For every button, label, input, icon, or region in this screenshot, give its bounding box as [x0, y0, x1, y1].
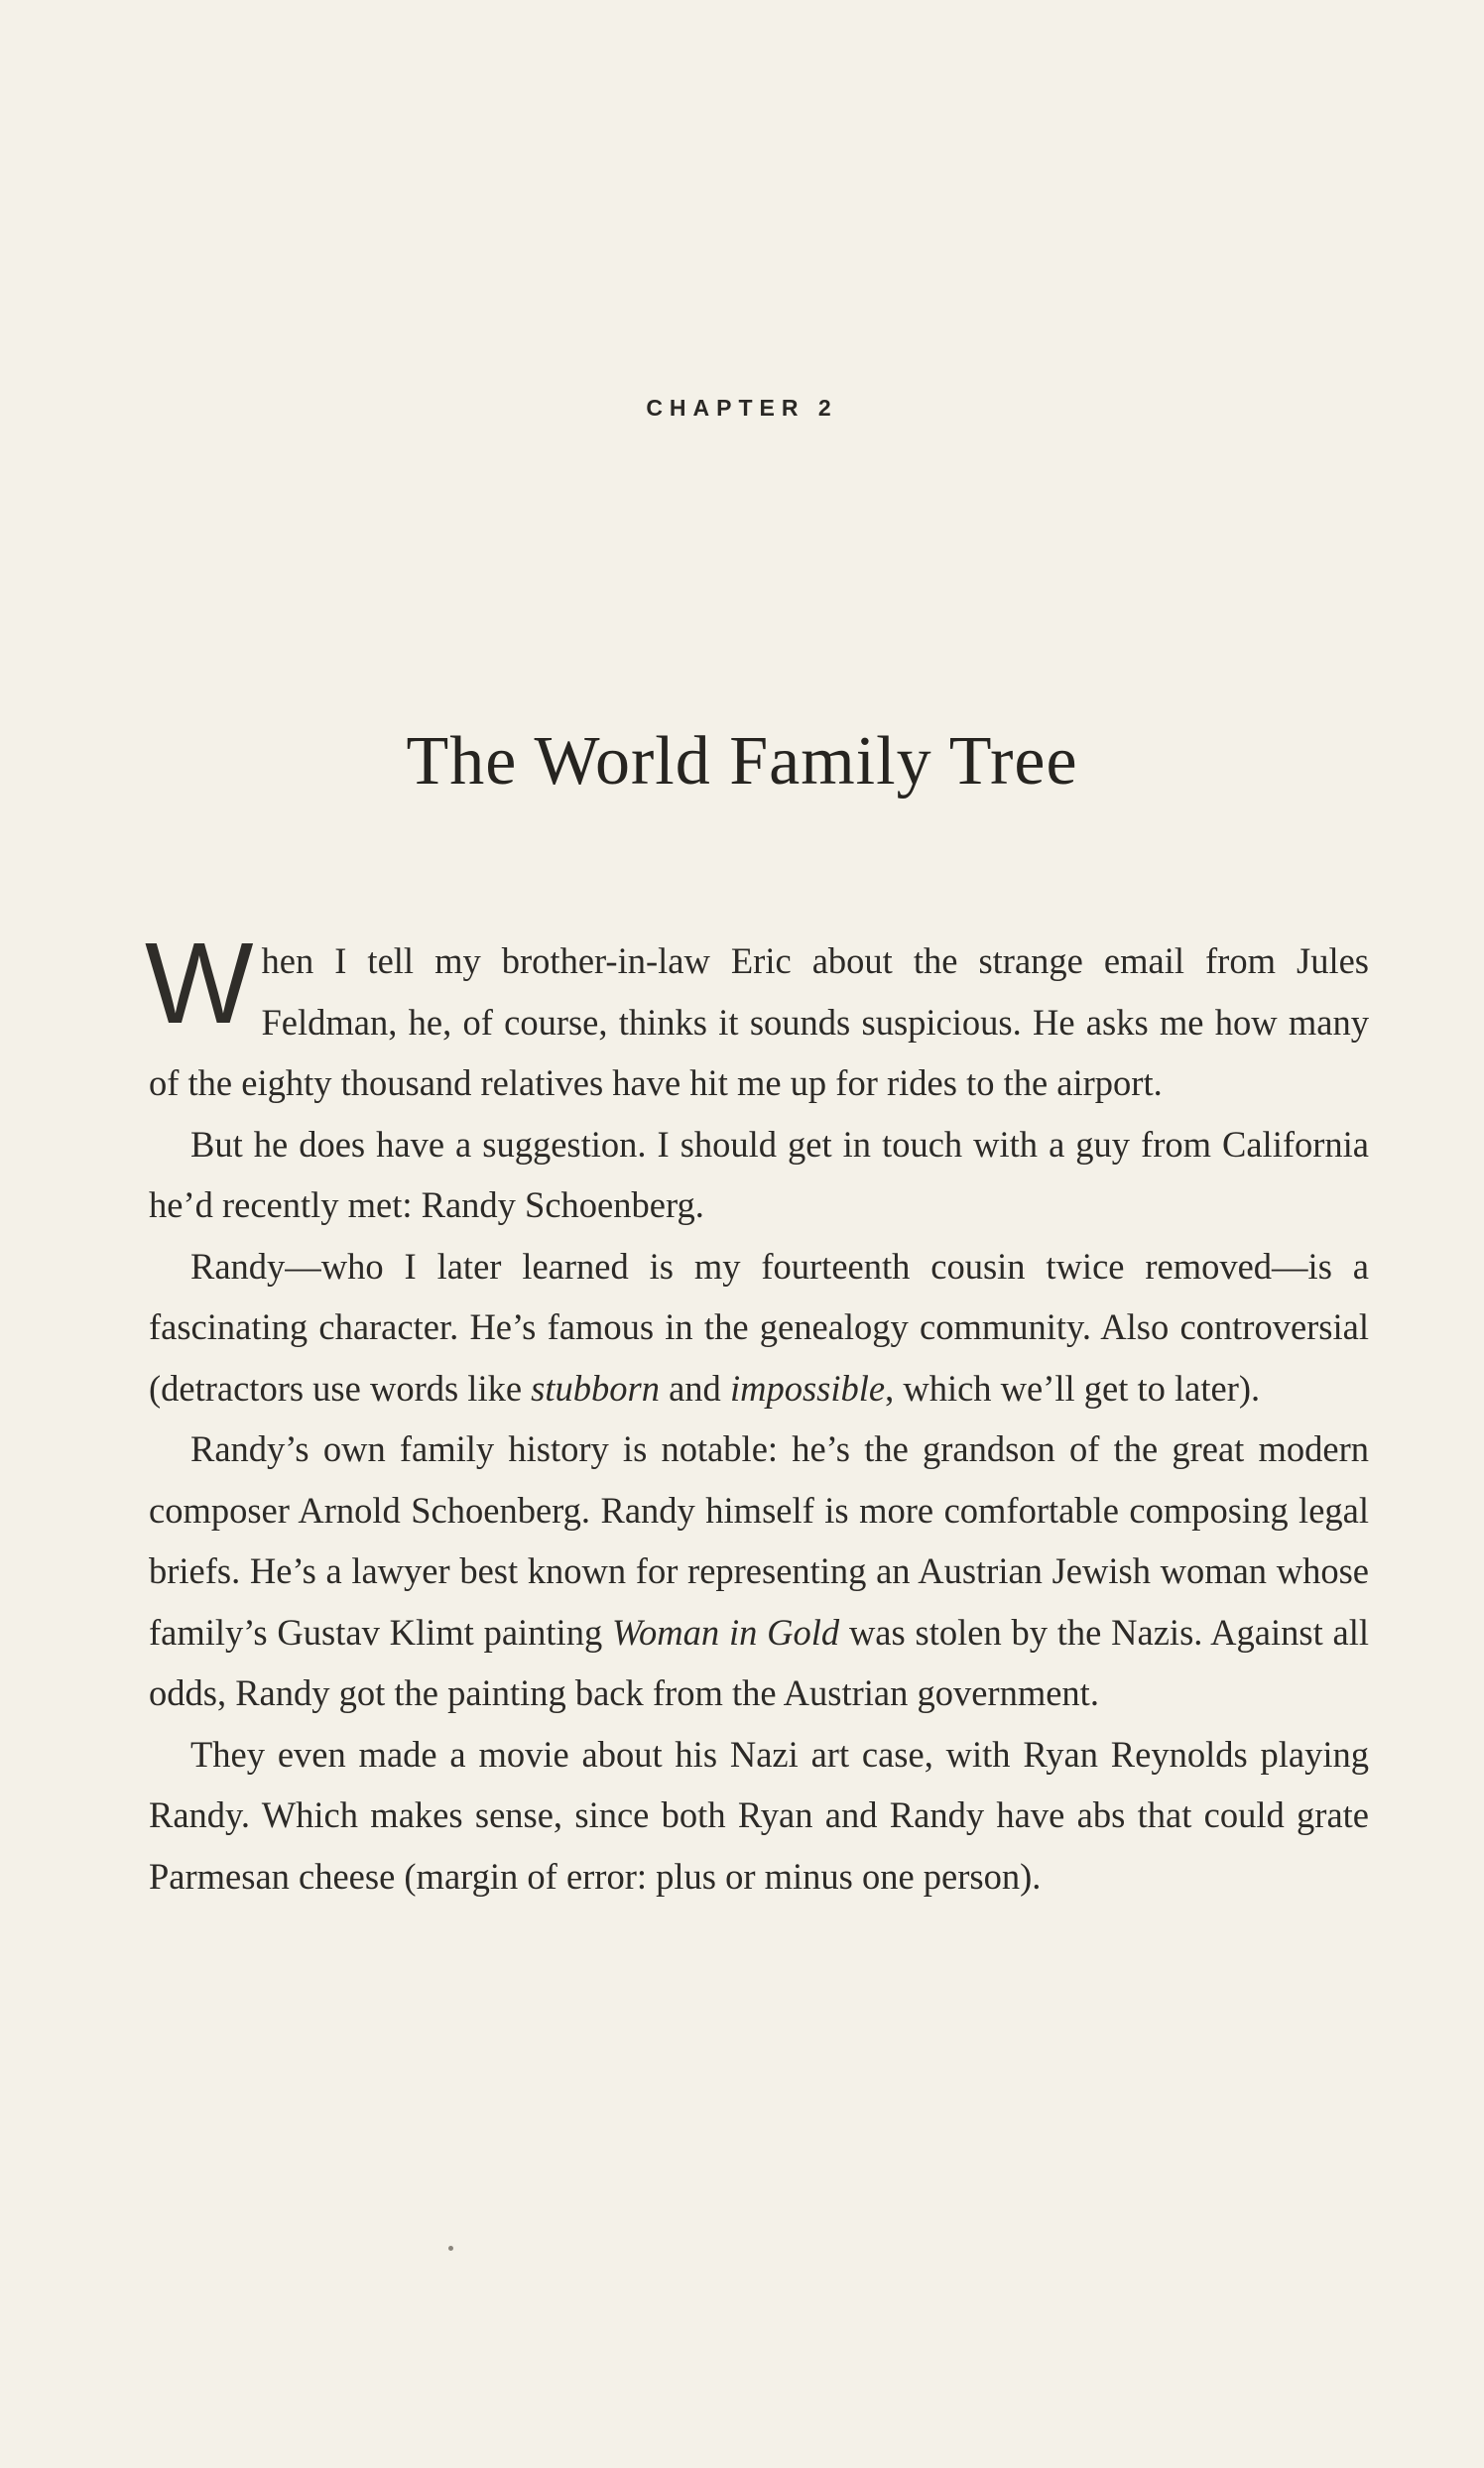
paragraph-5: They even made a movie about his Nazi art case, with Ryan Reynolds playing Randy. Which makes sense, since both Ryan and Randy have abs that could grate Parmesan cheese (margin of error: plus or minus one person). — [149, 1733, 1369, 1897]
chapter-body — [145, 919, 1369, 1907]
chapter-label: CHAPTER 2 — [646, 395, 838, 421]
paragraph-3-text-b: and — [659, 1367, 730, 1409]
paragraph-4-text-a: Randy’s own family history is notable: he’s the grandson of the great modern composer Arnold Schoenberg. Randy himself is more comfortable composing legal briefs. He’s a lawyer best known for representing an Austrian Jewish woman whose family’s Gustav Klimt painting — [149, 1428, 1369, 1653]
paragraph-3-text-c: , which we’ll get to later). — [885, 1367, 1261, 1409]
paragraph-1-text: hen I tell my brother-in-law Eric about the strange email from Jules Feldman, he, of course, thinks it sounds suspicious. He asks me how many of the eighty thousand relatives have hit me up for rides to the airport. — [149, 940, 1369, 1103]
paragraph-4 — [149, 1419, 1369, 1724]
italic-title-woman-in-gold: Woman in Gold — [612, 1611, 840, 1653]
drop-cap: W — [145, 919, 254, 1048]
italic-word-impossible: impossible — [729, 1367, 886, 1409]
paragraph-4-text-b: was stolen by the Nazis. Against all odds, Randy got the painting back from the Austrian government. — [149, 1611, 1369, 1713]
chapter-title: The World Family Tree — [406, 723, 1078, 800]
paragraph-1 — [145, 919, 1369, 1114]
italic-word-stubborn: stubborn — [531, 1367, 660, 1409]
paragraph-3 — [149, 1236, 1369, 1419]
paragraph-2: But he does have a suggestion. I should get in touch with a guy from California he’d recently met: Randy Schoenberg. — [149, 1123, 1369, 1225]
scan-speck — [448, 2246, 453, 2251]
paragraph-3-text-a: Randy—who I later learned is my fourteenth cousin twice removed—is a fascinating character. He’s famous in the genealogy community. Also controversial (detractors use words like — [149, 1245, 1369, 1409]
